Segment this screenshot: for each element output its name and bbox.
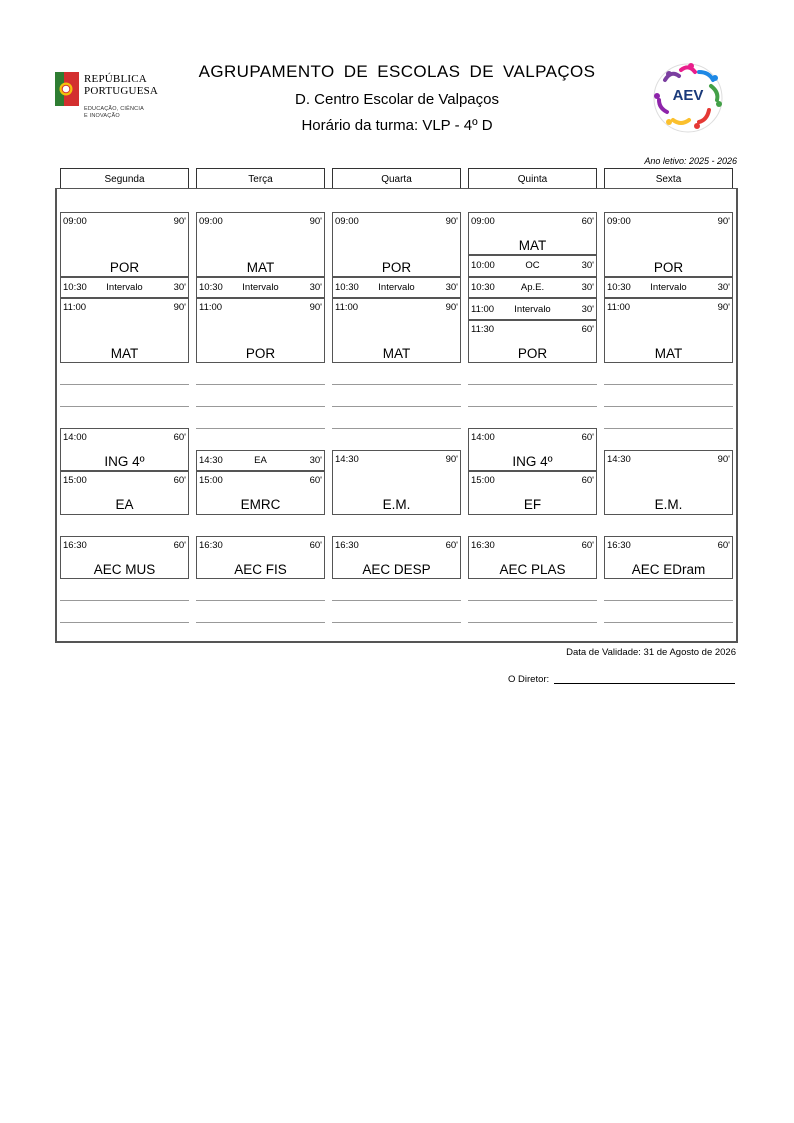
empty-row-line bbox=[332, 428, 461, 429]
lesson-block: 09:00 90' POR bbox=[604, 212, 733, 277]
empty-row-line bbox=[196, 428, 325, 429]
break-block: 10:30 Intervalo 30' bbox=[604, 277, 733, 298]
empty-row-line bbox=[468, 406, 597, 407]
empty-row-line bbox=[60, 622, 189, 623]
lesson-block: 09:00 60' MAT bbox=[468, 212, 597, 255]
validity-date: Data de Validade: 31 de Agosto de 2026 bbox=[566, 647, 736, 658]
empty-row-line bbox=[604, 384, 733, 385]
empty-row-line bbox=[332, 622, 461, 623]
aev-logo-icon bbox=[645, 58, 731, 136]
lesson-block: 11:00 90' MAT bbox=[60, 298, 189, 363]
empty-row-line bbox=[604, 428, 733, 429]
republica-portuguesa-emblem-icon bbox=[55, 72, 83, 106]
lesson-block: 16:30 60' AEC MUS bbox=[60, 536, 189, 579]
day-tab-segunda: Segunda bbox=[60, 168, 189, 188]
class-title: Horário da turma: VLP - 4º D bbox=[301, 117, 493, 134]
empty-row-line bbox=[604, 622, 733, 623]
empty-row-line bbox=[332, 600, 461, 601]
ministry-label: EDUCAÇÃO, CIÊNCIA E INOVAÇÃO bbox=[84, 106, 144, 119]
empty-row-line bbox=[468, 622, 597, 623]
break-block: 11:00 Intervalo 30' bbox=[468, 298, 597, 320]
break-block: 10:30 Intervalo 30' bbox=[196, 277, 325, 298]
empty-row-line bbox=[468, 384, 597, 385]
empty-row-line bbox=[604, 600, 733, 601]
empty-row-line bbox=[196, 600, 325, 601]
lesson-block: 14:00 60' ING 4º bbox=[60, 428, 189, 471]
lesson-block: 14:30 90' E.M. bbox=[604, 450, 733, 515]
lesson-block: 15:00 60' EA bbox=[60, 471, 189, 515]
empty-row-line bbox=[332, 406, 461, 407]
school-title: AGRUPAMENTO DE ESCOLAS DE VALPAÇOS bbox=[198, 62, 596, 81]
lesson-block: 15:00 60' EF bbox=[468, 471, 597, 515]
day-tab-quarta: Quarta bbox=[332, 168, 461, 188]
lesson-block: 15:00 60' EMRC bbox=[196, 471, 325, 515]
lesson-block: 16:30 60' AEC EDram bbox=[604, 536, 733, 579]
day-tab-quinta: Quinta bbox=[468, 168, 597, 188]
empty-row-line bbox=[196, 622, 325, 623]
lesson-block: 16:30 60' AEC DESP bbox=[332, 536, 461, 579]
republica-portuguesa-label: REPÚBLICA PORTUGUESA bbox=[84, 73, 159, 97]
school-year: Ano letivo: 2025 - 2026 bbox=[644, 156, 737, 166]
empty-row-line bbox=[196, 384, 325, 385]
lesson-block: 10:30 Ap.E. 30' bbox=[468, 277, 597, 298]
day-tab-sexta: Sexta bbox=[604, 168, 733, 188]
lesson-block: 09:00 90' POR bbox=[332, 212, 461, 277]
lesson-block: 11:30 60' POR bbox=[468, 320, 597, 363]
lesson-block: 14:00 60' ING 4º bbox=[468, 428, 597, 471]
svg-text:AEV: AEV bbox=[672, 87, 704, 104]
empty-row-line bbox=[468, 600, 597, 601]
empty-row-line bbox=[60, 406, 189, 407]
lesson-block: 16:30 60' AEC PLAS bbox=[468, 536, 597, 579]
lesson-block: 14:30 EA 30' bbox=[196, 450, 325, 471]
lesson-block: 09:00 90' POR bbox=[60, 212, 189, 277]
lesson-block: 11:00 90' POR bbox=[196, 298, 325, 363]
director-label: O Diretor: bbox=[508, 674, 550, 685]
break-block: 10:30 Intervalo 30' bbox=[60, 277, 189, 298]
empty-row-line bbox=[60, 600, 189, 601]
empty-row-line bbox=[332, 384, 461, 385]
lesson-block: 09:00 90' MAT bbox=[196, 212, 325, 277]
lesson-block: 11:00 90' MAT bbox=[604, 298, 733, 363]
day-tab-terca: Terça bbox=[196, 168, 325, 188]
school-subtitle: D. Centro Escolar de Valpaços bbox=[295, 91, 499, 108]
director-signature-line bbox=[554, 683, 735, 684]
lesson-block: 16:30 60' AEC FIS bbox=[196, 536, 325, 579]
lesson-block: 14:30 90' E.M. bbox=[332, 450, 461, 515]
empty-row-line bbox=[60, 384, 189, 385]
break-block: 10:30 Intervalo 30' bbox=[332, 277, 461, 298]
empty-row-line bbox=[604, 406, 733, 407]
lesson-block: 10:00 OC 30' bbox=[468, 255, 597, 277]
empty-row-line bbox=[196, 406, 325, 407]
lesson-block: 11:00 90' MAT bbox=[332, 298, 461, 363]
